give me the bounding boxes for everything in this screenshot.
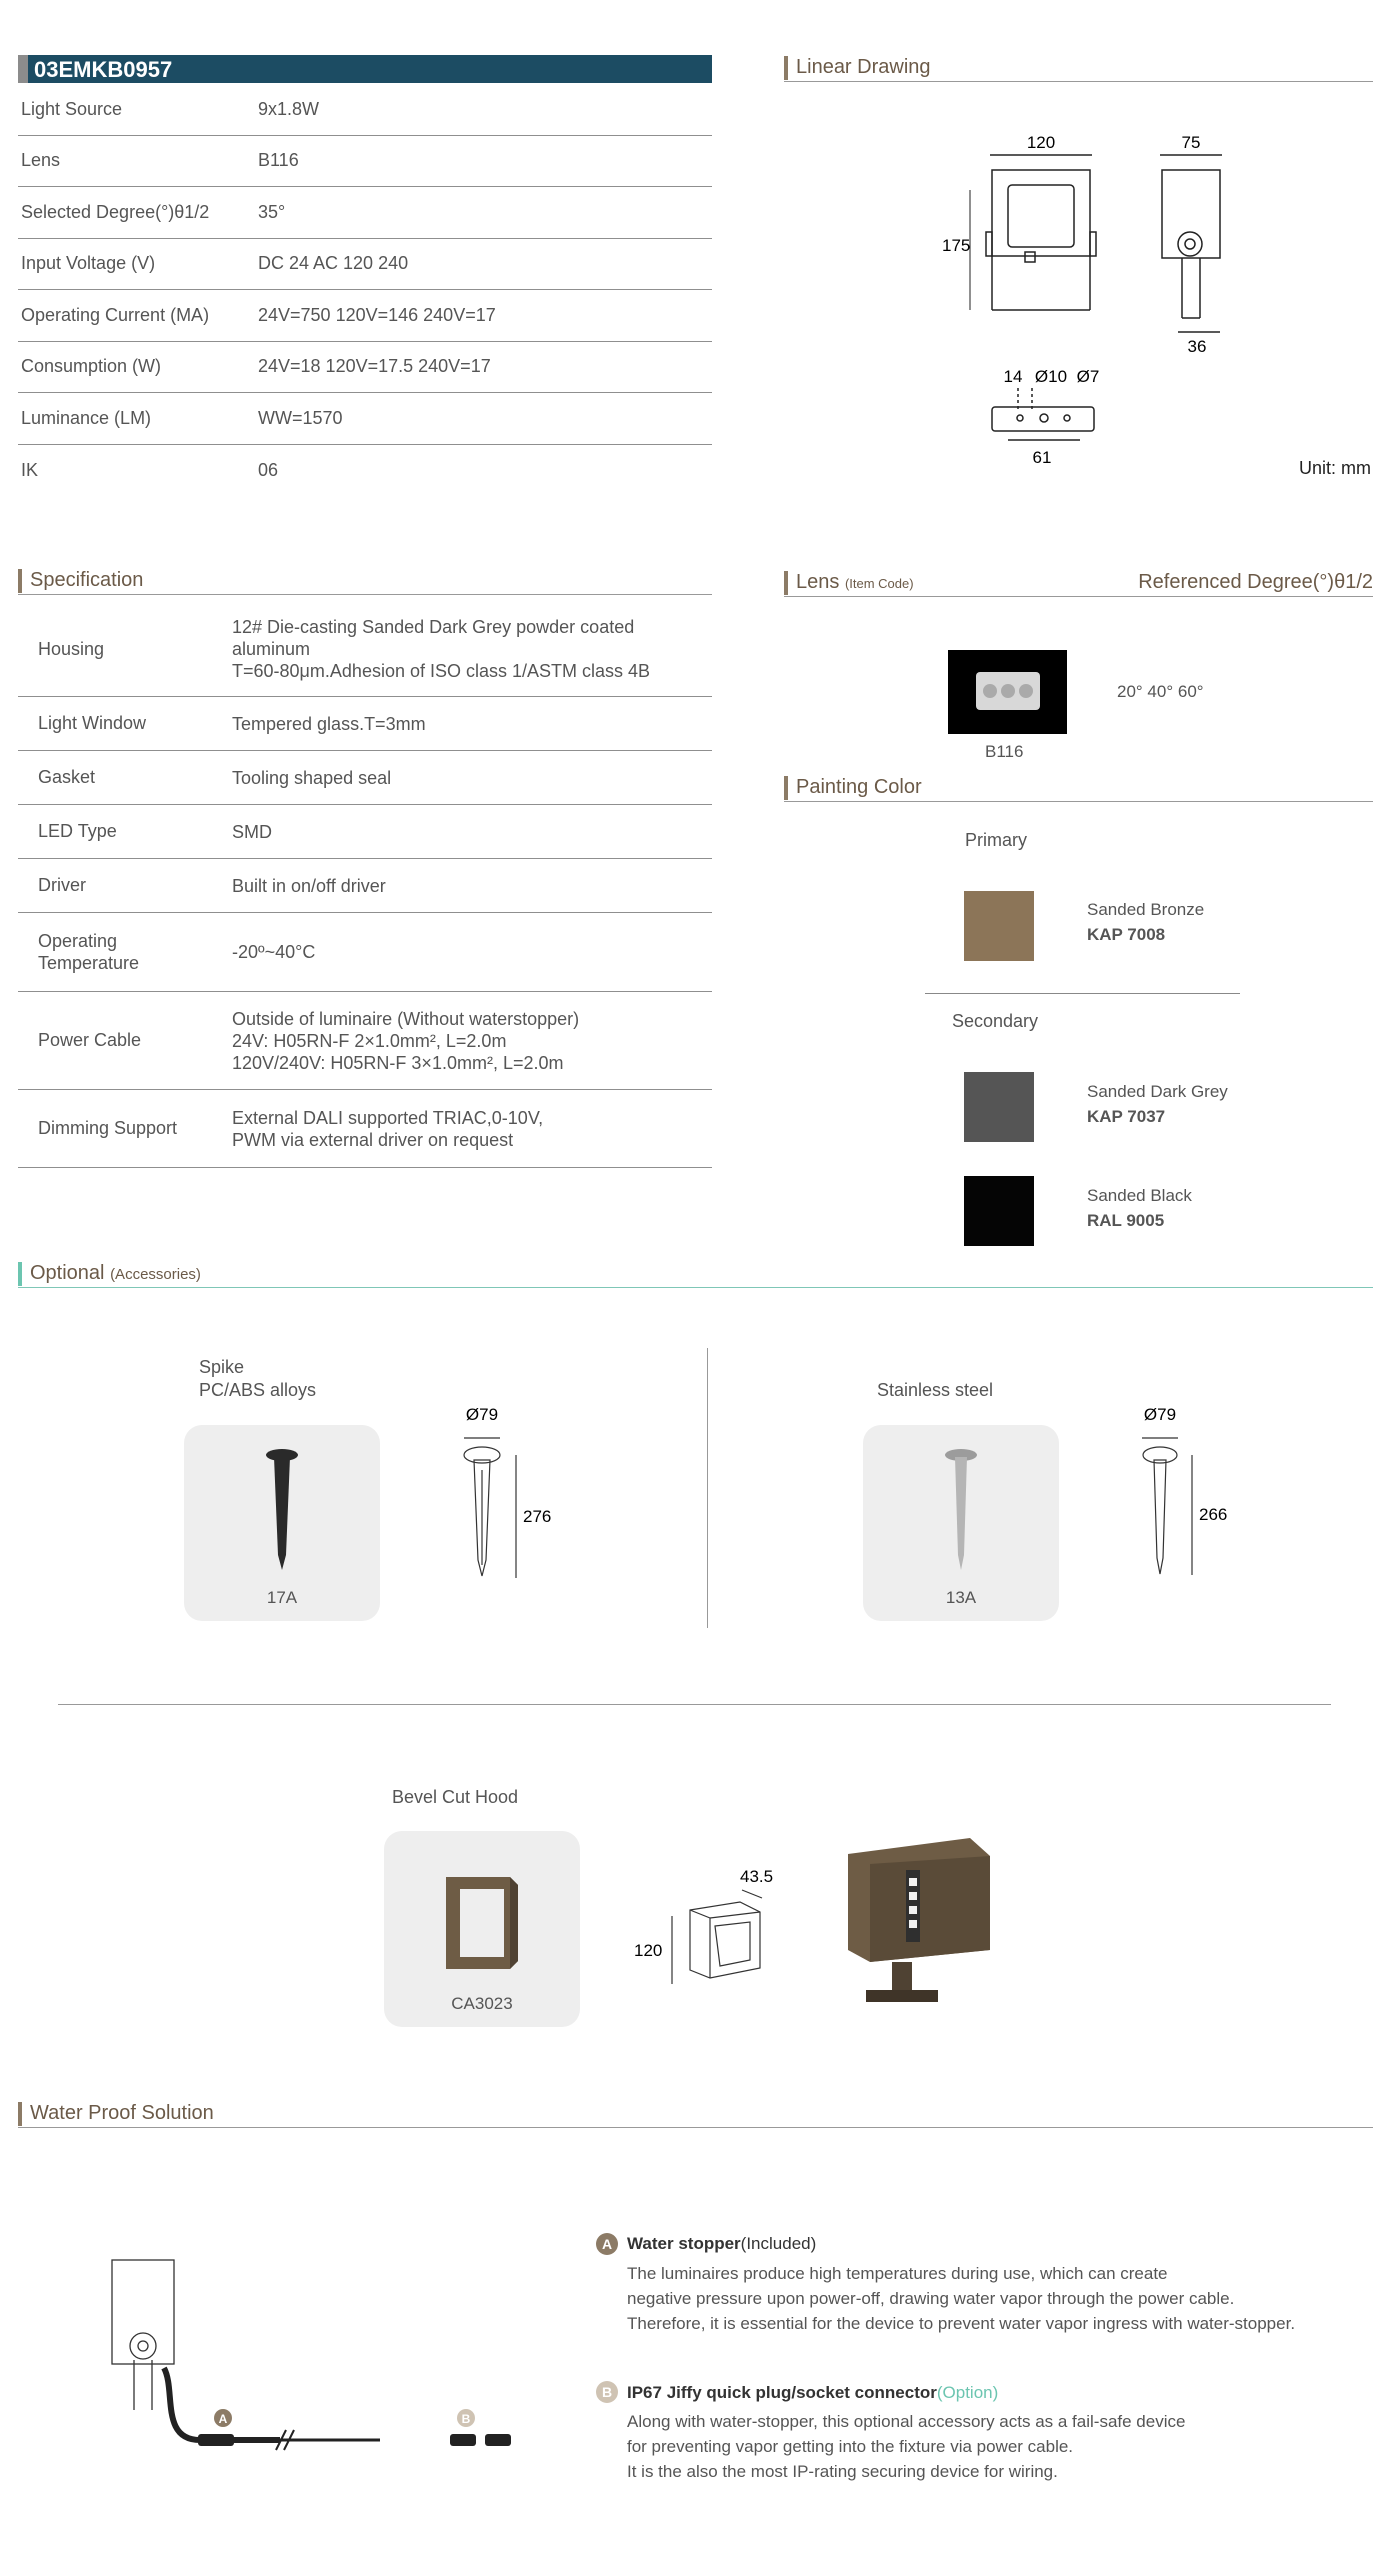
section-bar	[784, 571, 788, 595]
value-line: External DALI supported TRIAC,0-10V,	[232, 1107, 544, 1128]
properties-table	[18, 84, 712, 496]
section-title: Painting Color	[796, 776, 922, 798]
item-title: Water stopper	[627, 2234, 741, 2253]
description-line: The luminaires produce high temperatures during use, which can create	[627, 2264, 1168, 2283]
description-line: for preventing vapor getting into the fixture via power cable.	[627, 2437, 1074, 2456]
dim-width: 120	[1026, 133, 1056, 152]
description-line: It is the also the most IP-rating securing device for wiring.	[627, 2462, 1058, 2481]
spike-code: 17A	[266, 1588, 298, 1607]
row-label: Light Source	[21, 98, 123, 119]
water-stopper-description	[627, 2261, 1295, 2336]
row-value: Built in on/off driver	[232, 875, 386, 896]
steel-code: 13A	[945, 1588, 977, 1607]
table-row	[18, 805, 712, 859]
row-value: Tempered glass.T=3mm	[232, 713, 426, 734]
hood-icon	[384, 1831, 580, 1991]
specification-table	[18, 602, 712, 1168]
dim-hole-3: Ø7	[1076, 367, 1100, 386]
unit-label: Unit: mm	[1299, 458, 1371, 478]
linear-drawing-section-title	[784, 52, 1373, 82]
value-line: aluminum	[232, 639, 311, 659]
section-bar	[784, 776, 788, 800]
dim-hole-2: Ø10	[1034, 367, 1068, 386]
steel-title: Stainless steel	[877, 1380, 994, 1400]
value-line: Outside of luminaire (Without waterstopper)	[232, 1008, 580, 1029]
value-line: 120V/240V: H05RN-F 3×1.0mm², L=2.0m	[232, 1052, 564, 1073]
row-value: Tooling shaped seal	[232, 767, 392, 788]
section-bar	[784, 56, 788, 80]
row-label: LED Type	[38, 821, 117, 841]
section-title	[30, 1262, 201, 1285]
steel-spike-icon	[863, 1425, 1059, 1585]
table-row	[18, 290, 712, 342]
specification-section-title	[18, 565, 712, 595]
waterproof-diagram	[80, 2250, 520, 2480]
color-swatch-black	[964, 1176, 1034, 1246]
row-label: Power Cable	[38, 1030, 142, 1050]
spike-material: PC/ABS alloys	[199, 1380, 317, 1400]
divider	[58, 1704, 1331, 1705]
connector-description	[627, 2409, 1185, 2484]
description-line: Along with water-stopper, this optional accessory acts as a fail-safe device	[627, 2412, 1186, 2431]
divider	[925, 993, 1240, 994]
value-line: 12# Die-casting Sanded Dark Grey powder coated	[232, 617, 635, 637]
divider	[707, 1348, 708, 1628]
spike-dimension-figure	[450, 1400, 570, 1600]
value-line: 24V: H05RN-F 2×1.0mm², L=2.0m	[232, 1030, 507, 1051]
optional-title: Optional	[30, 1262, 105, 1284]
table-row	[18, 602, 712, 697]
color-swatch-bronze	[964, 891, 1034, 961]
section-title: Linear Drawing	[796, 56, 931, 78]
model-number: 03EMKB0957	[34, 57, 173, 82]
dim-hole-1: 14	[1003, 367, 1023, 386]
table-row	[18, 187, 712, 239]
table-row	[18, 859, 712, 913]
lens-title: Lens	[796, 571, 840, 593]
steel-diameter: Ø79	[1143, 1405, 1177, 1424]
row-value	[232, 616, 712, 682]
color-code: KAP 7008	[1087, 925, 1166, 944]
item-tag: (Included)	[740, 2234, 817, 2253]
spike-icon	[184, 1425, 380, 1585]
description-line: Therefore, it is essential for the device to prevent water vapor ingress with water-stopper.	[627, 2314, 1296, 2333]
section-title	[796, 571, 914, 594]
row-value: 24V=18 120V=17.5 240V=17	[258, 356, 491, 377]
steel-length: 266	[1199, 1505, 1228, 1524]
table-row	[18, 393, 712, 445]
row-label: Selected Degree(°)θ1/2	[21, 201, 210, 222]
row-label: Operating Temperature	[38, 931, 140, 973]
row-value: 24V=750 120V=146 240V=17	[258, 304, 496, 325]
row-value: 06	[258, 459, 279, 480]
row-label: Dimming Support	[38, 1118, 178, 1138]
row-label: Input Voltage (V)	[21, 253, 156, 274]
spike-length: 276	[523, 1507, 552, 1526]
value-line: T=60-80μm.Adhesion of ISO class 1/ASTM class 4B	[232, 661, 651, 681]
table-row	[18, 913, 712, 992]
table-row	[18, 239, 712, 291]
hood-depth: 43.5	[740, 1867, 774, 1886]
header-tick	[18, 55, 28, 83]
color-code: KAP 7037	[1087, 1107, 1166, 1126]
value-line: PWM via external driver on request	[232, 1129, 514, 1150]
lens-subtitle: (Item Code)	[844, 576, 914, 591]
row-label: Gasket	[38, 767, 96, 787]
diagram-badge-b: B	[461, 2412, 471, 2426]
table-row	[18, 1090, 712, 1168]
lens-section-title	[784, 567, 1373, 597]
row-label: Driver	[38, 875, 86, 895]
hood-height: 120	[634, 1941, 663, 1960]
connector-title	[627, 2383, 998, 2403]
water-stopper-title	[627, 2234, 816, 2254]
optional-section-title	[18, 1258, 1373, 1288]
dim-bracket: 36	[1187, 337, 1207, 356]
table-row	[18, 342, 712, 394]
linear-drawing-figure	[920, 120, 1280, 490]
section-bar	[18, 2102, 22, 2126]
row-value: WW=1570	[258, 407, 343, 428]
row-value: 9x1.8W	[258, 98, 320, 119]
table-row	[18, 697, 712, 751]
row-label: Housing	[38, 638, 105, 659]
row-value: 35°	[258, 201, 286, 222]
spike-diameter: Ø79	[465, 1405, 499, 1424]
table-row	[18, 445, 712, 497]
hood-title: Bevel Cut Hood	[392, 1787, 519, 1807]
item-title: IP67 Jiffy quick plug/socket connector	[627, 2383, 937, 2402]
table-row	[18, 992, 712, 1090]
hood-code: CA3023	[451, 1994, 513, 2013]
row-label: IK	[21, 459, 39, 480]
color-name: Sanded Black	[1087, 1186, 1192, 1205]
row-label: Luminance (LM)	[21, 407, 152, 428]
model-header	[18, 55, 712, 83]
table-row	[18, 751, 712, 805]
row-value: DC 24 AC 120 240	[258, 253, 409, 274]
diagram-badge-a: A	[218, 2412, 228, 2426]
description-line: negative pressure upon power-off, drawing water vapor through the power cable.	[627, 2289, 1235, 2308]
spike-title	[199, 1356, 316, 1402]
color-name: Sanded Dark Grey	[1087, 1082, 1228, 1101]
waterproof-section-title	[18, 2098, 1373, 2128]
color-swatch-dark-grey	[964, 1072, 1034, 1142]
dim-height: 175	[942, 236, 971, 255]
table-row	[18, 136, 712, 188]
fixture-with-hood-photo	[830, 1830, 1000, 2025]
optional-subtitle: (Accessories)	[110, 1266, 201, 1283]
dim-base: 61	[1032, 448, 1052, 467]
lens-degrees: 20° 40° 60°	[1117, 682, 1204, 701]
row-value	[232, 1107, 712, 1151]
row-value: -20º~40°C	[232, 942, 316, 962]
color-code: RAL 9005	[1087, 1211, 1165, 1230]
row-label: Light Window	[38, 713, 147, 733]
row-value: SMD	[232, 821, 272, 842]
badge-b: B	[596, 2381, 618, 2403]
section-title: Specification	[30, 569, 144, 591]
dim-depth: 75	[1181, 133, 1201, 152]
section-bar	[18, 1262, 22, 1286]
steel-dimension-figure	[1128, 1400, 1248, 1600]
lens-code: B116	[985, 742, 1024, 761]
row-value	[232, 1008, 712, 1074]
spike-title-line: Spike	[199, 1357, 245, 1377]
item-tag: (Option)	[936, 2383, 999, 2402]
primary-label: Primary	[965, 830, 1027, 850]
painting-section-title	[784, 772, 1373, 802]
badge-a: A	[596, 2233, 618, 2255]
secondary-label: Secondary	[952, 1011, 1039, 1031]
referenced-degree-title: Referenced Degree(°)θ1/2	[1138, 571, 1373, 593]
color-name: Sanded Bronze	[1087, 900, 1205, 919]
hood-dimension-figure	[630, 1860, 800, 2000]
lens-image	[948, 650, 1067, 734]
row-label: Consumption (W)	[21, 356, 162, 377]
row-label: Operating Current (MA)	[21, 304, 210, 325]
section-bar	[18, 569, 22, 593]
row-label: Lens	[21, 150, 61, 171]
table-row	[18, 84, 712, 136]
section-title: Water Proof Solution	[30, 2102, 214, 2124]
row-value: B116	[258, 150, 299, 171]
lens-icon	[948, 650, 1067, 734]
